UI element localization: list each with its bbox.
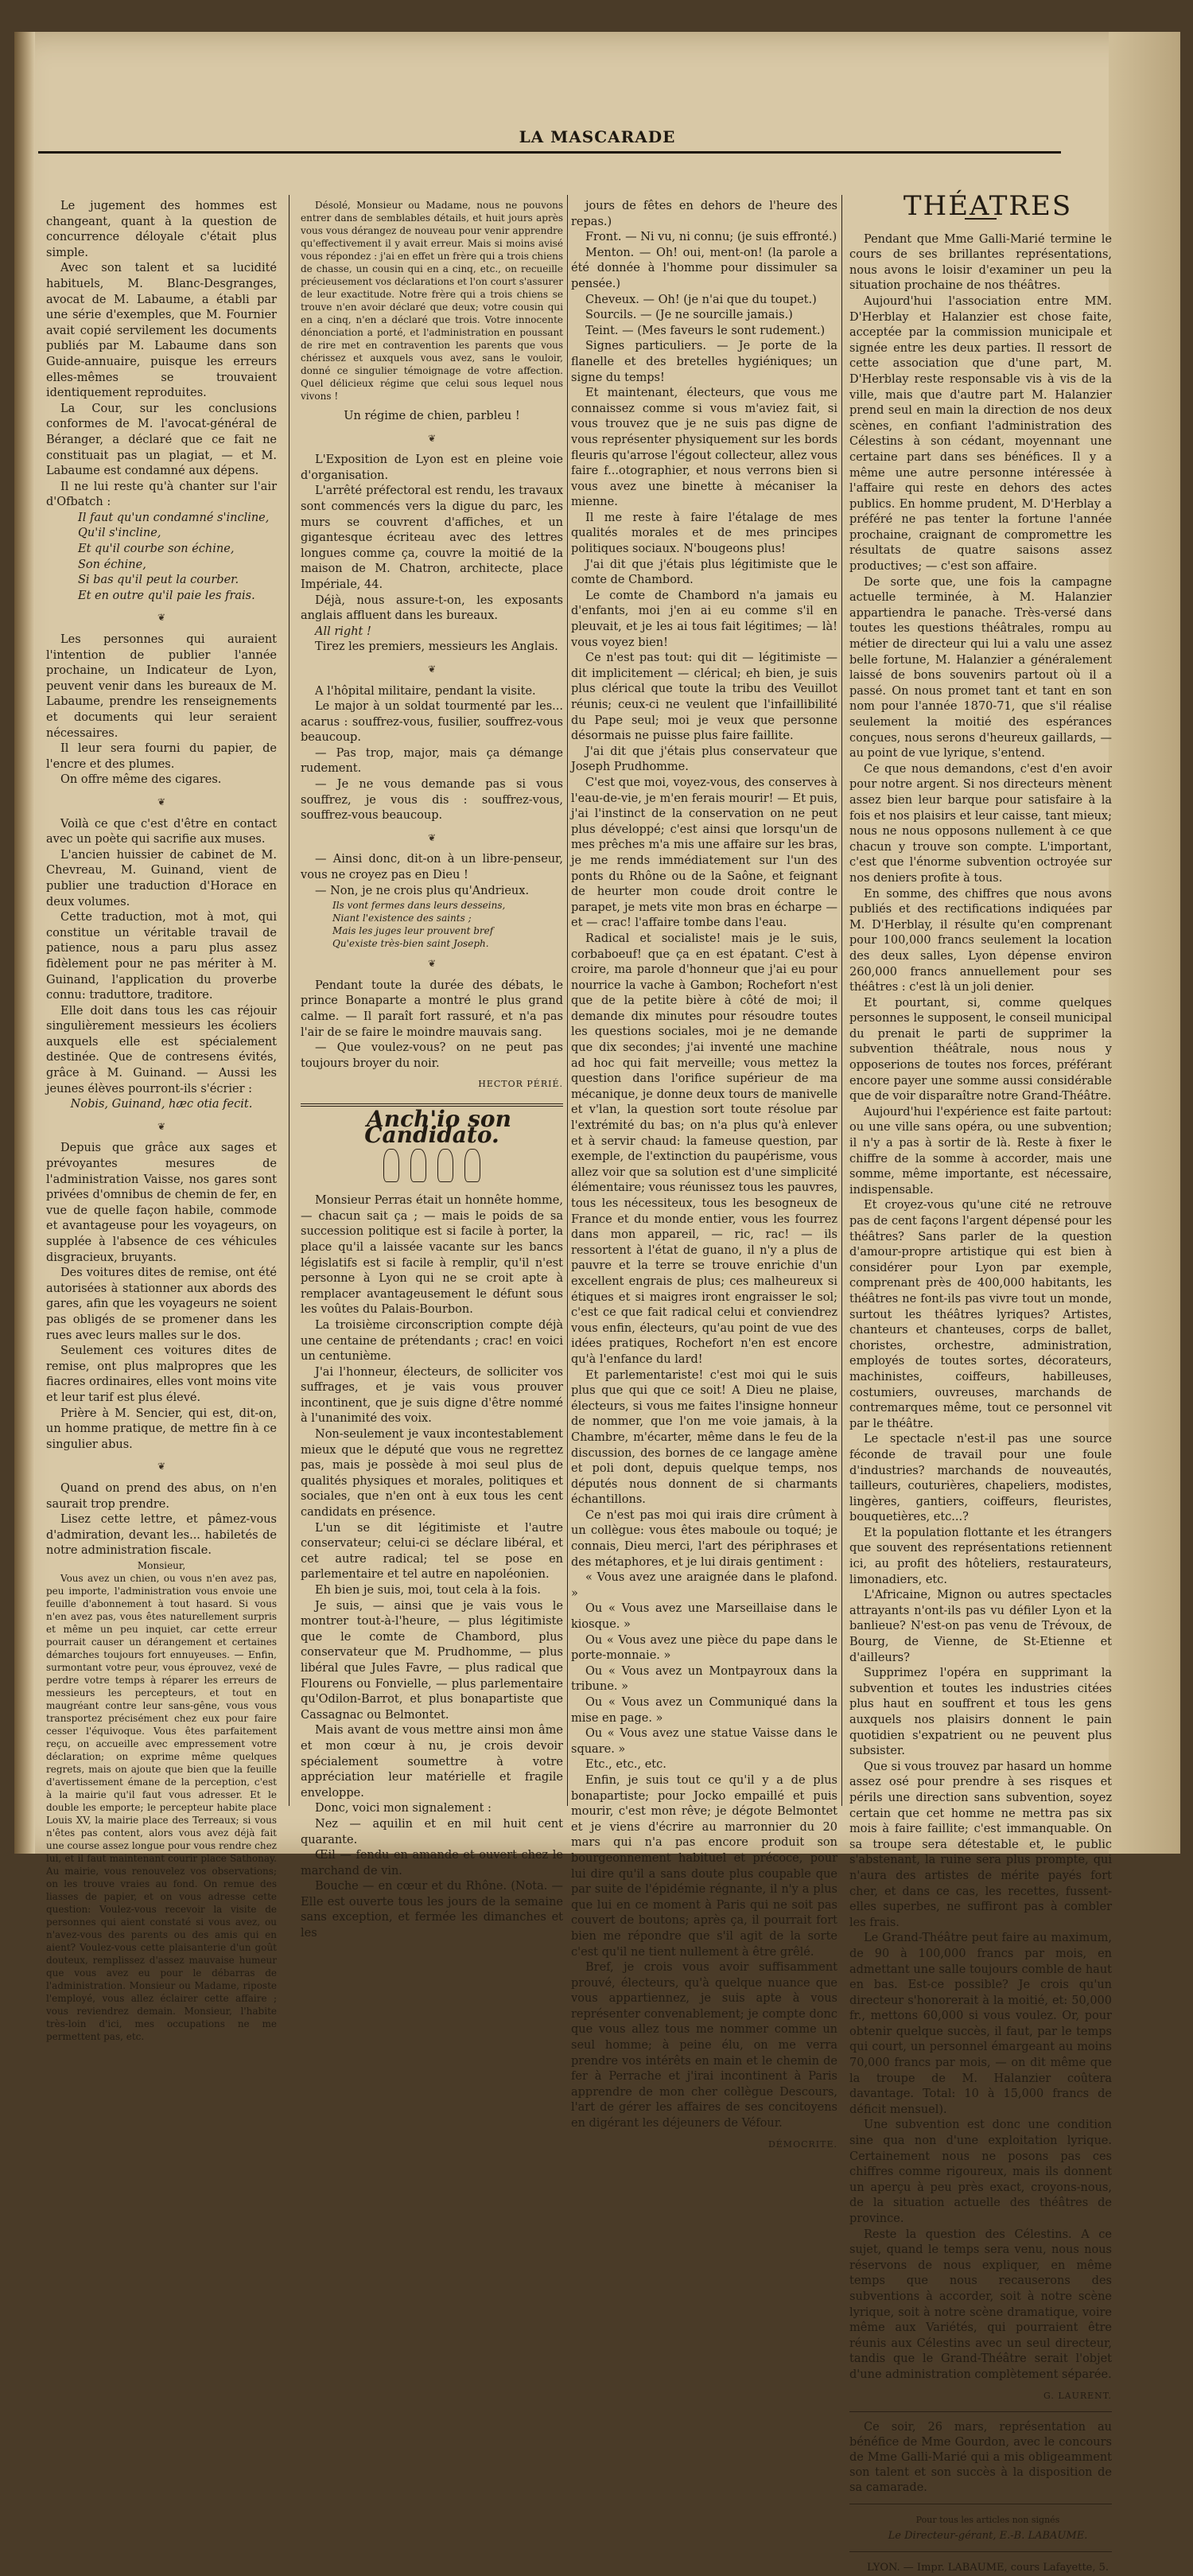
signature: DÉMOCRITE.	[767, 2138, 837, 2150]
paragraph: — Que voulez-vous? on ne peut pas toujours broyer du noir.	[301, 1041, 563, 1070]
verse-line: Qu'existe très-bien saint Joseph.	[332, 938, 489, 950]
column-3	[571, 199, 837, 2150]
paragraph: Avec son talent et sa lucidité habituels, M. Blanc-Desgranges, avocat de M. Labaume, a établi par une série d'exemples, que M. Fournier avait copié servilement les documents publiés par M. Labaume dans son Guide-annuaire, puisque les erreurs elles-mêmes se trouvaient identiquement reproduites.	[46, 262, 277, 400]
ornament-divider: ❦	[157, 1120, 166, 1132]
paragraph: Etc., etc., etc.	[585, 1758, 666, 1772]
paragraph: Et la population flottante et les étrangers que souvent des représentations retiennent ici, au profit des hôteliers, restaurateurs, limonadiers, etc.	[849, 1526, 1112, 1586]
paragraph: Et croyez-vous qu'une cité ne retrouve pas de cent façons l'argent dépensé pour les théâtres? Sans parler de la question d'amour-propre artistique qui est bien à considérer pour Lyon par exemple, comprenant près de 400,000 habitants, les théâtres ne font-ils pas vivre tout un monde, surtout les théâtres lyriques? Artistes, chanteurs et chanteuses, corps de ballet, choristes, orchestre, administration, employés de toutes sortes, décorateurs, machinistes, coiffeurs, habilleuses, costumiers, ouvreuses, marchands de contremarques même, tout ce personnel vit par le théâtre.	[849, 1199, 1112, 1430]
paragraph: Lisez cette lettre, et pâmez-vous d'admiration, devant les... habiletés de notre administration fiscale.	[46, 1513, 277, 1558]
paragraph: Le major à un soldat tourmenté par les... acarus : souffrez-vous, fusilier, souffrez-vous beaucoup.	[301, 700, 563, 745]
newspaper-page	[14, 32, 1180, 2574]
paragraph: Supprimez l'opéra en supprimant la subvention et toutes les industries citées plus haut en souffrent et tous les gens auxquels nos plaisirs donnent le pain quotidien s'expatrient ou ne peuvent plus subsister.	[849, 1667, 1112, 1758]
paragraph: L'un se dit légitimiste et l'autre conservateur; celui-ci se déclare libéral, et cet autre radical; tel se pose en parlementaire et tel autre en napoléonien.	[301, 1521, 563, 1582]
paragraph: Pendant que Mme Galli-Marié termine le cours de ses brillantes représentations, nous avons le loisir d'examiner un peu la situation prochaine de nos théâtres.	[849, 232, 1112, 293]
paragraph: Seulement ces voitures dites de remise, ont plus malpropres que les fiacres ordinaires, elles vont moins vite et leur tarif est plus élevé.	[46, 1344, 277, 1404]
section-rule	[849, 2551, 1112, 2552]
verse-line: Son échine,	[78, 558, 146, 571]
verse-line: Mais les juges leur prouvent bref	[332, 925, 494, 937]
paragraph: Tirez les premiers, messieurs les Anglais.	[315, 640, 558, 654]
vignette-illustration	[301, 1149, 563, 1182]
verse-line: Et en outre qu'il paie les frais.	[78, 589, 255, 602]
quote: Nobis, Guinand, hæc otia fecit.	[70, 1098, 253, 1111]
paragraph: J'ai dit que j'étais plus légitimiste que le comte de Chambord.	[571, 558, 837, 587]
section-rule	[849, 2411, 1112, 2412]
paragraph: Non-seulement je vaux incontestablement mieux que le député que vous ne regrettez pas, mais je possède à moi seul plus de qualités physiques et morales, politiques et sociales, que n'en ont à eux tous les cent candidats en présence.	[301, 1428, 563, 1520]
paragraph: Et parlementariste! c'est moi qui le suis plus que qui que ce soit! A Dieu ne plaise, électeurs, si vous me faites l'insigne honneur de nommer, que l'on me voie jamais, à la Chambre, m'écarter, même dans le feu de la discussion, des bornes de ce langage amène et poli dont, depuis quelque temps, nos députés nous donnent de si charmants échantillons.	[571, 1368, 837, 1507]
paragraph: Ou « Vous avez une statue Vaisse dans le square. »	[571, 1727, 837, 1756]
paragraph: « Vous avez une araignée dans le plafond. »	[571, 1571, 837, 1600]
verse-line: Ils vont fermes dans leurs desseins,	[332, 900, 506, 912]
paragraph: Ou « Vous avez une pièce du pape dans le porte-monnaie. »	[571, 1633, 837, 1663]
paragraph: Je suis, — ainsi que je vais vous le montrer tout-à-l'heure, — plus légitimiste que le comte de Chambord, plus conservateur que M. Prudhomme, — plus libéral que Jules Favre, — plus radical que Flourens ou Fonvielle, — plus parlementaire qu'Odilon-Barrot, et plus bonapartiste que Cassagnac ou Belmontet.	[301, 1599, 563, 1722]
paragraph: Il leur sera fourni du papier, de l'encre et des plumes.	[46, 742, 277, 771]
paragraph: Front. — Ni vu, ni connu; (je suis effronté.)	[585, 231, 837, 244]
paragraph: jours de fêtes en dehors de l'heure des repas.)	[571, 200, 837, 228]
paragraph: La Cour, sur les conclusions conformes de M. l'avocat-général de Béranger, a déclaré que ce fait ne constituait pas un plagiat, — et M. Labaume est condamné aux dépens.	[46, 402, 277, 478]
column-divider	[289, 195, 290, 1806]
paragraph: Le spectacle n'est-il pas une source féconde de travail pour une foule d'industries? marchands de nouveautés, tailleurs, couturières, chapeliers, modistes, lingères, gantiers, coiffeurs, fleuristes, bouquetières, etc...?	[849, 1433, 1112, 1524]
paragraph: Teint. — (Mes faveurs le sont rudement.)	[585, 324, 826, 337]
ornament-divider: ❦	[427, 831, 437, 843]
ornament-divider: ❦	[157, 612, 166, 624]
paragraph: Il ne lui reste qu'à chanter sur l'air d'Ofbatch :	[46, 480, 277, 509]
ornament-divider: ❦	[427, 663, 437, 675]
verse-line: Niant l'existence des saints ;	[332, 912, 472, 924]
paragraph: Que si vous trouvez par hasard un homme assez osé pour prendre à ses risques et périls une direction sans subvention, soyez certain que cet homme ne mettra pas six mois à faire faillite; c'est immanquable. On sa troupe sera détestable et, le public s'abstenant, la ruine sera plus prompte, qui n'aura des artistes de mérite payés fort cher, et dans ce cas, les recettes, fussent-elles superbes, ne suffiront pas à combler les frais.	[849, 1760, 1112, 1929]
paragraph: Monsieur Perras était un honnête homme, — chacun sait ça ; — mais le poids de sa succession politique est si facile à porter, la place qu'il a laissée vacante sur les bancs législatifs est si facile à remplir, qu'il n'est personne à Lyon qui ne se croit apte à remplacer avantageusement le défunt sous les voûtes du Palais-Bourbon.	[301, 1194, 563, 1317]
paragraph: La troisième circonscription compte déjà une centaine de prétendants ; crac! en voici un centunième.	[301, 1318, 563, 1364]
paragraph: Ou « Vous avez un Communiqué dans la mise en page. »	[571, 1696, 837, 1725]
next-page-edge	[1109, 32, 1180, 1854]
paragraph: C'est que moi, voyez-vous, des conserves à l'eau-de-vie, je m'en ferais mourir! — Et puis, j'ai l'instinct de la conservation on ne peut plus développé; c'est ainsi que lorsqu'un de mes prêches m'a mis une affaire sur les bras, je me rends immédiatement sur l'un des ponts du Rhône ou de la Saône, et feignant de heurter mon coude droit contre le parapet, je mets vite mon bras en écharpe — et — crac! l'affaire tombe dans l'eau.	[571, 776, 837, 930]
paragraph: Œil — fendu en amande et ouvert chez le marchand de vin.	[301, 1849, 563, 1878]
paragraph: Radical et socialiste! mais je le suis, corbaboeuf! que ça en est épatant. C'est à croire, ma parole d'honneur que j'ai eu pour nourrice la vache à Gambon; Rochefort n'est que de la petite bière à côté de moi; il demande dix minutes pour résoudre toutes les questions sociales, moi je ne demande que dix secondes; j'ai inventé une machine ad hoc qui fait merveille; vous mettez la question dans l'orifice supérieur de ma mécanique, je donne deux tours de manivelle et v'lan, la question sort toute résolue par l'extrémité du bas; on n'a plus qu'à enlever et à servir chaud: la fameuse question, par exemple, de l'extinction du paupérisme, vous allez voir que sa solution est d'une simplicité élémentaire; vous réunissez tous les pauvres, tous les nécessiteux, tous les besogneux de France et du monde entier, vous les fourrez dans mon appareil, — ric, rac! — ils ressortent à l'état de guano, il n'y a plus de pauvre et la terre se trouve enrichie d'un excellent engrais de plus; ces malheureux si étiques et si maigres iront engraisser le sol; c'est ce que fait radical celui et conviendrez vous enfin, électeurs, qu'au point de vue des idées pratiques, Rochefort n'en est encore qu'à l'enfance du lard!	[571, 932, 837, 1366]
paragraph: — Non, je ne crois plus qu'Andrieux.	[315, 884, 530, 897]
letter-salutation: Monsieur,	[137, 1559, 186, 1571]
paragraph: — Ainsi donc, dit-on à un libre-penseur, vous ne croyez pas en Dieu !	[301, 853, 563, 882]
paragraph: Aujourd'hui l'expérience est faite partout: ou une ville sans opéra, ou une subvention; il n'y a pas à sortir de là. Reste à fixer le chiffre de la somme à accorder, mais une somme, même importante, est nécessaire, indispensable.	[849, 1105, 1112, 1197]
ornament-divider: ❦	[157, 796, 166, 807]
paragraph: En somme, des chiffres que nous avons publiés et des rectifications indiquées par M. D'Herblay, il résulte qu'en comprenant pour 100,000 francs seulement la location des deux salles, Lyon dépense environ 260,000 francs annuellement pour ses théâtres : c'est là un joli denier.	[849, 887, 1112, 994]
paragraph: On offre même des cigares.	[60, 773, 222, 787]
paragraph: L'ancien huissier de cabinet de M. Chevreau, M. Guinand, vient de publier une traduction d'Horace en deux volumes.	[46, 848, 277, 909]
signature: HECTOR PÉRIÉ.	[478, 1079, 563, 1090]
paragraph: De sorte que, une fois la campagne actuelle terminée, à M. Halanzier appartiendra le panache. Très-versé dans toutes les questions théâtrales, rompu au métier de directeur qui lui a valu une assez belle fortune, M. Halanzier a généralement laissé de bons souvenirs partout où il a passé. On nous promet tant et tant en son nom pour l'année 1870-71, que s'il réalise seulement la moitié des espérances conçues, nous serons d'heureux gaillards, — au point de vue lyrique, s'entend.	[849, 575, 1112, 761]
paragraph: Menton. — Oh! oui, ment-on! (la parole a été donnée à l'homme pour dissimuler sa pensée.)	[571, 246, 837, 290]
column-2	[301, 199, 563, 1940]
page-binding	[14, 32, 35, 1854]
paragraph: L'arrêté préfectoral est rendu, les travaux sont commencés vers la digue du parc, les murs se couvrent d'affiches, et un gigantesque écriteau avec des lettres longues comme ça, couvre la moitié de la maison de M. Chatron, architecte, place Impériale, 44.	[301, 484, 563, 591]
paragraph: Bref, je crois vous avoir suffisamment prouvé, électeurs, qu'à quelque nuance que vous appartiennez, je suis apte à vous représenter convenablement; je compte donc que vous allez tous me nommer comme un seul homme; à peine élu, on me verra prendre vos intérêts en main et le chemin de fer à Perrache et j'irai incontinent à Paris apprendre de mon cher collègue Descours, l'art de gérer les affaires de ses concitoyens en digérant les déjeuners de Véfour.	[571, 1961, 837, 2130]
paragraph: Aujourd'hui l'association entre MM. D'Herblay et Halanzier est chose faite, acceptée par la commission municipale et signée entre les deux parties. Il ressort de cette association que d'une part, M. D'Herblay reste responsable vis à vis de la ville, mais que d'autre part M. Halanzier prend seul en main la direction de nos deux scènes, en confiant l'administration des Célestins à son cédant, moyennant une certaine part dans ses bénéfices. Il y a même une autre personne intéressée à l'affaire qui reste en dehors des actes publics. En homme prudent, M. D'Herblay a préféré ne pas tenter la fortune l'année prochaine, craignant de compromettre les résultats de quatre saisons assez productives; — c'est son affaire.	[849, 294, 1112, 574]
column-1	[46, 199, 277, 2042]
paragraph: Cheveux. — Oh! (je n'ai que du toupet.)	[585, 293, 817, 306]
column-divider	[841, 195, 842, 1806]
paragraph: Voilà ce que c'est d'être en contact avec un poète qui sacrifie aux muses.	[46, 817, 277, 846]
column-divider	[567, 195, 568, 1806]
verse-line: Et qu'il courbe son échine,	[78, 543, 235, 556]
paragraph: Bouche — en cœur et du Rhône. (Nota. — Elle est ouverte tous les jours de la semaine sans exception, et fermée les dimanches et les	[301, 1880, 563, 1940]
column-4	[849, 190, 1112, 2574]
paragraph: — Pas trop, major, mais ça démange rudement.	[301, 746, 563, 776]
verse-line: Qu'il s'incline,	[78, 527, 161, 540]
paragraph: Ce n'est pas tout: qui dit — légitimiste — dit implicitement — clérical; eh bien, je suis plus clérical que toute la tribu des Veuillot réunis; ceux-ci ne veulent que l'infaillibilité du Pape seul; moi je veux que personne désormais ne puisse plus faire faillite.	[571, 652, 837, 743]
paragraph: Ou « Vous avez un Montpayroux dans la tribune. »	[571, 1664, 837, 1694]
ornament-divider: ❦	[427, 432, 437, 444]
paragraph: Il me reste à faire l'étalage de mes qualités morales et de mes principes politiques sociaux. N'bougeons plus!	[571, 511, 837, 556]
paragraph: Et pourtant, si, comme quelques personnes le supposent, le conseil municipal du prenait le parti de supprimer la subvention théâtrale, nous nous y opposerions de toutes nos forces, préférant encore payer une somme aussi considérable que de voir disparaître notre Grand-Théâtre.	[849, 996, 1112, 1103]
paragraph: Cette traduction, mot à mot, qui constitue un véritable travail de patience, nous a paru plus assez fidèlement pour ne pas mériter à M. Guinand, l'application du proverbe connu: traduttore, traditore.	[46, 911, 277, 1002]
footer-director: Le Directeur-gérant, E.-B. LABAUME.	[888, 2529, 1088, 2542]
section-title: THÉATRES	[903, 190, 1073, 222]
paragraph: Nez — aquilin et en mil huit cent quarante.	[301, 1817, 563, 1846]
paragraph: — Je ne vous demande pas si vous souffrez, je vous dis : souffrez-vous, souffrez-vous beaucoup.	[301, 778, 563, 823]
paragraph: Le jugement des hommes est changeant, quant à la question de concurrence déloyale c'était plus simple.	[46, 200, 277, 259]
verse-line: Il faut qu'un condamné s'incline,	[78, 511, 270, 524]
paragraph: Eh bien je suis, moi, tout cela à la fois.	[315, 1584, 541, 1597]
paragraph: Et maintenant, électeurs, que vous me connaissez comme si vous m'aviez fait, si vous trouvez que je ne suis pas digne de vous représenter physiquement sur les bords fleuris qu'arrose l'égout collecteur, allez vous faire f...otographier, et nous verrons bien si vous avez une binette à mécaniser la mienne.	[571, 387, 837, 509]
paragraph: Prière à M. Sencier, qui est, dit-on, un homme pratique, de mettre fin à ce singulier abus.	[46, 1407, 277, 1451]
paragraph: Une subvention est donc une condition sine qua non d'une exploitation lyrique. Certainement nous ne posons pas ces chiffres comme rigoureux, mais ils donnent un aperçu à peu près exact, croyons-nous, de la situation actuelle des théâtres de province.	[849, 2119, 1112, 2225]
letter-continuation: Désolé, Monsieur ou Madame, nous ne pouvons entrer dans de semblables détails, et huit jours après vous vous dérangez de nouveau pour venir apprendre qu'effectivement il y avait erreur. Mais si moins avisé vous répondez : j'ai en effet un frère qui a trois chiens de chasse, un cousin qui en a cinq, etc., on recueille précieusement vos déclarations et l'on court s'assurer de leur exactitude. Notre frère qui a trois chiens se trouve n'en avoir déclaré que deux; votre cousin qui en a cinq, n'en a déclaré que trois. Votre innocente dénonciation a porté, et l'administration en poussant de rire met en contravention les parents que vous chérissez et auxquels vous avez, sans le vouloir, donné ce singulier témoignage de votre affection. Quel délicieux régime que celui sous lequel nous vivons !	[301, 200, 563, 402]
letter-body: Vous avez un chien, ou vous n'en avez pas, peu importe, l'administration vous envoie une feuille d'abonnement à tout hasard. Si vous n'en avez pas, vous êtes naturellement surpris et même un peu inquiet, car cette erreur pourrait causer un dérangement et certaines démarches toujours fort ennuyeuses. — Enfin, surmontant votre peur, vous éprouvez, vexé de perdre votre temps à réparer les erreurs de messieurs les percepteurs, et tout en maugréant contre leur sans-gêne, vous vous transportez précisément chez eux pour faire cesser l'équivoque. Vous êtes parfaitement reçu, on accueille avec empressement votre déclaration; on exprime même quelques regrets, mais on ajoute que bien que la feuille d'avertissement émane de la perception, c'est à la mairie qu'il faut vous adresser. Et le double les emporte; le percepteur habite place Louis XV, la mairie place des Terreaux; si vous n'êtes pas content, alors vous avez déjà fait une course assez longue pour vous rendre chez lui, et il faut maintenant courir place Sathonay. Au mairie, vous renouvelez vos observations; on les trouve vraies au fond. On remue des liasses de papier, et on vous adresse cette question: Voulez-vous recevoir la visite de personnes qui aient constaté si vous avez, ou n'avez-vous des parents ou des amis qui en aient? Voulez-vous cette plaisanterie d'un goût douteux, remplissez d'assez mauvaise humeur que vous avez eu pour le débarras de l'administration. Monsieur ou Madame, riposte l'employé, vous allez éclairer cette affaire ; vous reviendrez demain. Monsieur, l'habite très-loin d'ici, mes occupations ne me permettent pas, etc.	[46, 1572, 277, 2042]
paragraph: All right !	[315, 625, 371, 638]
paragraph: Les personnes qui auraient l'intention de publier l'année prochaine, un Indicateur de Lyon, peuvent venir dans les bureaux de M. Labaume, prendre les renseignements et documents qui leur seraient nécessaires.	[46, 633, 277, 740]
paragraph: Reste la question des Célestins. A ce sujet, quand le temps sera venu, nous nous réservons de nous expliquer, en même temps que nous recauserons des subventions à accorder, soit à notre scène lyrique, soit à notre scène dramatique, voire même aux Variétés, qui pourraient être réunis aux Célestins avec un seul directeur, tandis que le Grand-Théâtre serait l'objet d'une administration complètement séparée.	[849, 2228, 1112, 2381]
signature: G. LAURENT.	[1043, 2390, 1112, 2401]
article-title: Anch'io son Candidato.	[364, 1105, 511, 1148]
paragraph: Pendant toute la durée des débats, le prince Bonaparte a montré le plus grand calme. — Il paraît fort rassuré, et n'a pas l'air de se faire le moindre mauvais sang.	[301, 979, 563, 1039]
masthead: LA MASCARADE	[519, 127, 676, 146]
paragraph: Donc, voici mon signalement :	[315, 1802, 492, 1815]
masthead-rule	[38, 151, 1061, 154]
paragraph: Signes particuliers. — Je porte de la flanelle et des bretelles hygiéniques; un signe du temps!	[571, 340, 837, 384]
paragraph: Ce que nous demandons, c'est d'en avoir pour notre argent. Si nos directeurs mènent assez bien leur barque pour satisfaire à la fois et nos plaisirs et leur caisse, tant mieux; nous ne nous opposons nullement à ce que chacun y trouve son compte. L'important, c'est que l'énorme subvention octroyée sur nos deniers profite à tous.	[849, 762, 1112, 885]
paragraph: Déjà, nous assure-t-on, les exposants anglais affluent dans les bureaux.	[301, 593, 563, 623]
paragraph: Sourcils. — (Je ne sourcille jamais.)	[585, 309, 793, 322]
paragraph: Ou « Vous avez une Marseillaise dans le kiosque. »	[571, 1602, 837, 1632]
paragraph: Le comte de Chambord n'a jamais eu d'enfants, moi j'en ai eu comme s'il en pleuvait, et je les ai tous fait légitimes; — là! vous voyez bien!	[571, 589, 837, 649]
paragraph: A l'hôpital militaire, pendant la visite.	[315, 684, 536, 698]
paragraph: Mais avant de vous mettre ainsi mon âme et mon cœur à nu, je crois devoir spécialement soumettre à votre appréciation leur matérielle et fragile enveloppe.	[301, 1724, 563, 1800]
paragraph: Elle doit dans tous les cas réjouir singulièrement messieurs les écoliers auxquels elle est spécialement destinée. Que de contresens évités, grâce à M. Guinand. — Aussi les jeunes élèves pourront-ils s'écrier :	[46, 1004, 277, 1095]
footer-note: Pour tous les articles non signés	[915, 2515, 1060, 2526]
notice: Ce soir, 26 mars, représentation au bénéfice de Mme Gourdon, avec le concours de Mme Galli-Marié qui a mis obligeamment son talent et son succès à la disposition de sa camarade.	[849, 2421, 1112, 2495]
paragraph: L'Africaine, Mignon ou autres spectacles attrayants n'ont-ils pas vu défiler Lyon et la banlieue? N'est-on pas venu de Trévoux, de Bourg, de Vienne, de St-Etienne et d'ailleurs?	[849, 1589, 1112, 1664]
ornament-divider: ❦	[427, 958, 437, 970]
paragraph: Ce n'est pas moi qui irais dire crûment à un collègue: vous êtes maboule ou toqué; je connais, Dieu merci, l'art des périphrases et des métaphores, et je lui dirais gentiment :	[571, 1508, 837, 1569]
paragraph: Quand on prend des abus, on n'en saurait trop prendre.	[46, 1481, 277, 1511]
paragraph: J'ai dit que j'étais plus conservateur que Joseph Prudhomme.	[571, 745, 837, 774]
paragraph: L'Exposition de Lyon est en pleine voie d'organisation.	[301, 453, 563, 482]
exclamation: Un régime de chien, parbleu !	[344, 410, 520, 422]
paragraph: J'ai l'honneur, électeurs, de solliciter vos suffrages, et je vais vous prouver incontinent, que je suis digne d'être nommé à l'unanimité des voix.	[301, 1365, 563, 1426]
imprint: LYON. — Impr. LABAUME, cours Lafayette, 5.	[866, 2562, 1109, 2574]
paragraph: Depuis que grâce aux sages et prévoyantes mesures de l'administration Vaisse, nos gares sont privées d'omnibus de chemin de fer, en vue de quelle façon habile, commode et avantageuse pour les voyageurs, on supplée à l'absence de ces véhicules disgracieux, bruyants.	[46, 1142, 277, 1264]
paragraph: Le Grand-Théâtre peut faire au maximum, de 90 à 100,000 francs par mois, en admettant une salle toujours comble de haut en bas. Est-ce possible? Je crois qu'un directeur s'honorerait à la moitié, et: 50,000 fr., mettons 60,000 si vous voulez. Or, pour obtenir quelque succès, il faut, par le temps qui court, un personnel émargeant au moins 70,000 francs par mois, — on dit même que la troupe de M. Halanzier coûtera davantage. Total: 10 à 15,000 francs de déficit mensuel).	[849, 1932, 1112, 2116]
paragraph: Des voitures dites de remise, ont été autorisées à stationner aux abords des gares, afin que les voyageurs ne soient pas obligés de se promener dans les rues avec leurs malles sur le dos.	[46, 1267, 277, 1342]
paragraph: Enfin, je suis tout ce qu'il y a de plus bonapartiste; pour Jocko empaillé et puis mourir, c'est mon rêve; je dégote Belmontet et je viens d'écrire au marronnier du 20 mars qui n'a pas encore produit son bourgeonnement habituel et précoce, pour lui dire qu'il a sans doute plus coupable que par suite de l'épidémie régnante, il n'y a plus que lui en ce moment à Paris qui ne soit pas couvert de boutons; après ça, il pourrait fort bien me répondre que s'il agit de la sorte c'est qu'il ne tient nullement à être grêlé.	[571, 1773, 837, 1959]
ornament-divider: ❦	[157, 1461, 166, 1473]
verse-line: Si bas qu'il peut la courber.	[78, 574, 239, 587]
